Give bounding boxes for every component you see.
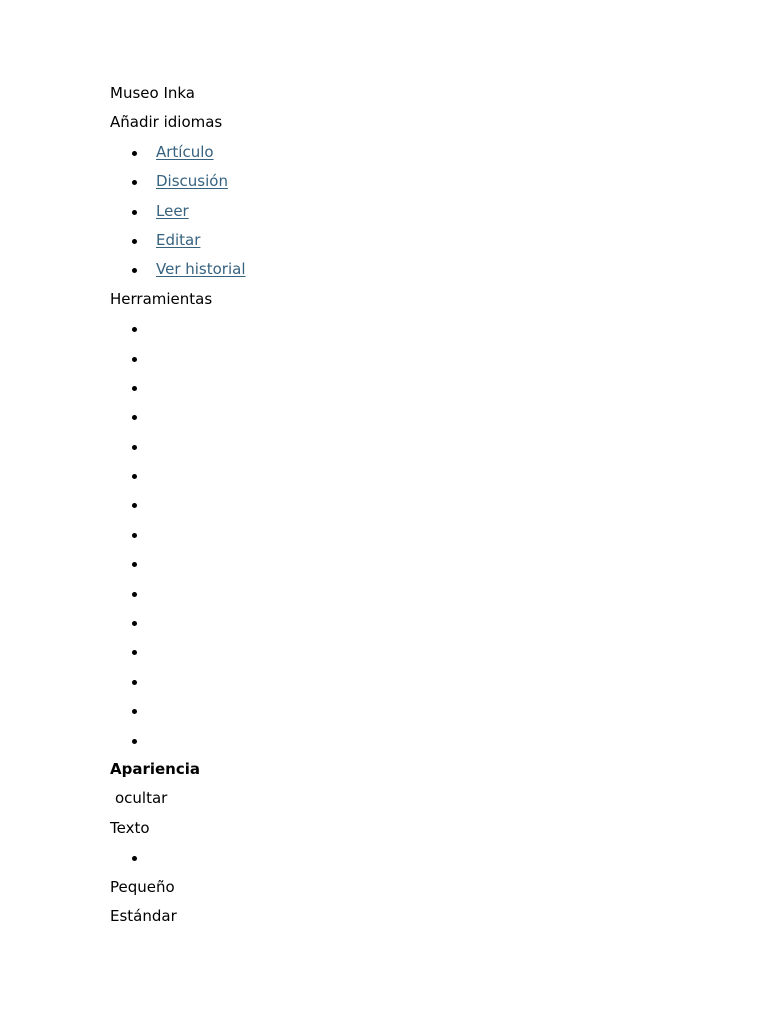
- tools-menu-button[interactable]: Herramientas: [110, 289, 213, 308]
- tools-list-item[interactable]: [110, 637, 670, 666]
- tools-list-item[interactable]: [110, 344, 670, 373]
- list-item: [110, 843, 670, 872]
- bullet-icon: [132, 268, 137, 273]
- tools-list-item[interactable]: [110, 432, 670, 461]
- bullet-icon: [132, 151, 137, 156]
- appearance-heading: Apariencia: [110, 759, 201, 778]
- hide-appearance-button[interactable]: ocultar: [115, 789, 168, 808]
- tools-list-item[interactable]: [110, 461, 670, 490]
- tools-list-item[interactable]: [110, 520, 670, 549]
- bullet-icon: [132, 386, 137, 391]
- view-history-link[interactable]: Ver historial: [156, 260, 246, 279]
- nav-item-article: [110, 138, 670, 167]
- text-size-list: [110, 843, 670, 872]
- add-languages-button[interactable]: Añadir idiomas: [110, 113, 223, 132]
- tools-list-item[interactable]: [110, 373, 670, 402]
- bullet-icon: [132, 709, 137, 714]
- bullet-icon: [132, 474, 137, 479]
- bullet-icon: [132, 621, 137, 626]
- nav-item-read: [110, 197, 670, 226]
- bullet-icon: [132, 210, 137, 215]
- content: [110, 79, 670, 931]
- bullet-icon: [132, 533, 137, 538]
- bullet-icon: [132, 180, 137, 185]
- nav-item-history: [110, 255, 670, 284]
- article-link[interactable]: Artículo: [156, 142, 214, 161]
- tools-list-item[interactable]: [110, 402, 670, 431]
- tools-list-item[interactable]: [110, 696, 670, 725]
- tools-list-item[interactable]: [110, 490, 670, 519]
- text-size-small-option[interactable]: Pequeño: [110, 877, 175, 896]
- bullet-icon: [132, 680, 137, 685]
- bullet-icon: [132, 739, 137, 744]
- bullet-icon: [132, 415, 137, 420]
- bullet-icon: [132, 592, 137, 597]
- tools-list-item[interactable]: [110, 579, 670, 608]
- tools-list-item[interactable]: [110, 608, 670, 637]
- bullet-icon: [132, 650, 137, 655]
- bullet-icon: [132, 327, 137, 332]
- nav-item-discussion: [110, 167, 670, 196]
- bullet-icon: [132, 503, 137, 508]
- tools-list-item[interactable]: [110, 314, 670, 343]
- tools-list: [110, 314, 670, 755]
- edit-link[interactable]: Editar: [156, 230, 201, 249]
- tools-list-item[interactable]: [110, 667, 670, 696]
- site-title: Museo Inka: [110, 84, 195, 102]
- tools-list-item[interactable]: [110, 549, 670, 578]
- text-size-standard-option[interactable]: Estándar: [110, 906, 177, 925]
- read-link[interactable]: Leer: [156, 201, 189, 220]
- bullet-icon: [132, 562, 137, 567]
- bullet-icon: [132, 856, 137, 861]
- bullet-icon: [132, 445, 137, 450]
- nav-item-edit: [110, 226, 670, 255]
- text-size-label: Texto: [110, 818, 150, 837]
- page-actions-list: [110, 138, 670, 285]
- bullet-icon: [132, 239, 137, 244]
- tools-list-item[interactable]: [110, 726, 670, 755]
- bullet-icon: [132, 357, 137, 362]
- discussion-link[interactable]: Discusión: [156, 172, 228, 191]
